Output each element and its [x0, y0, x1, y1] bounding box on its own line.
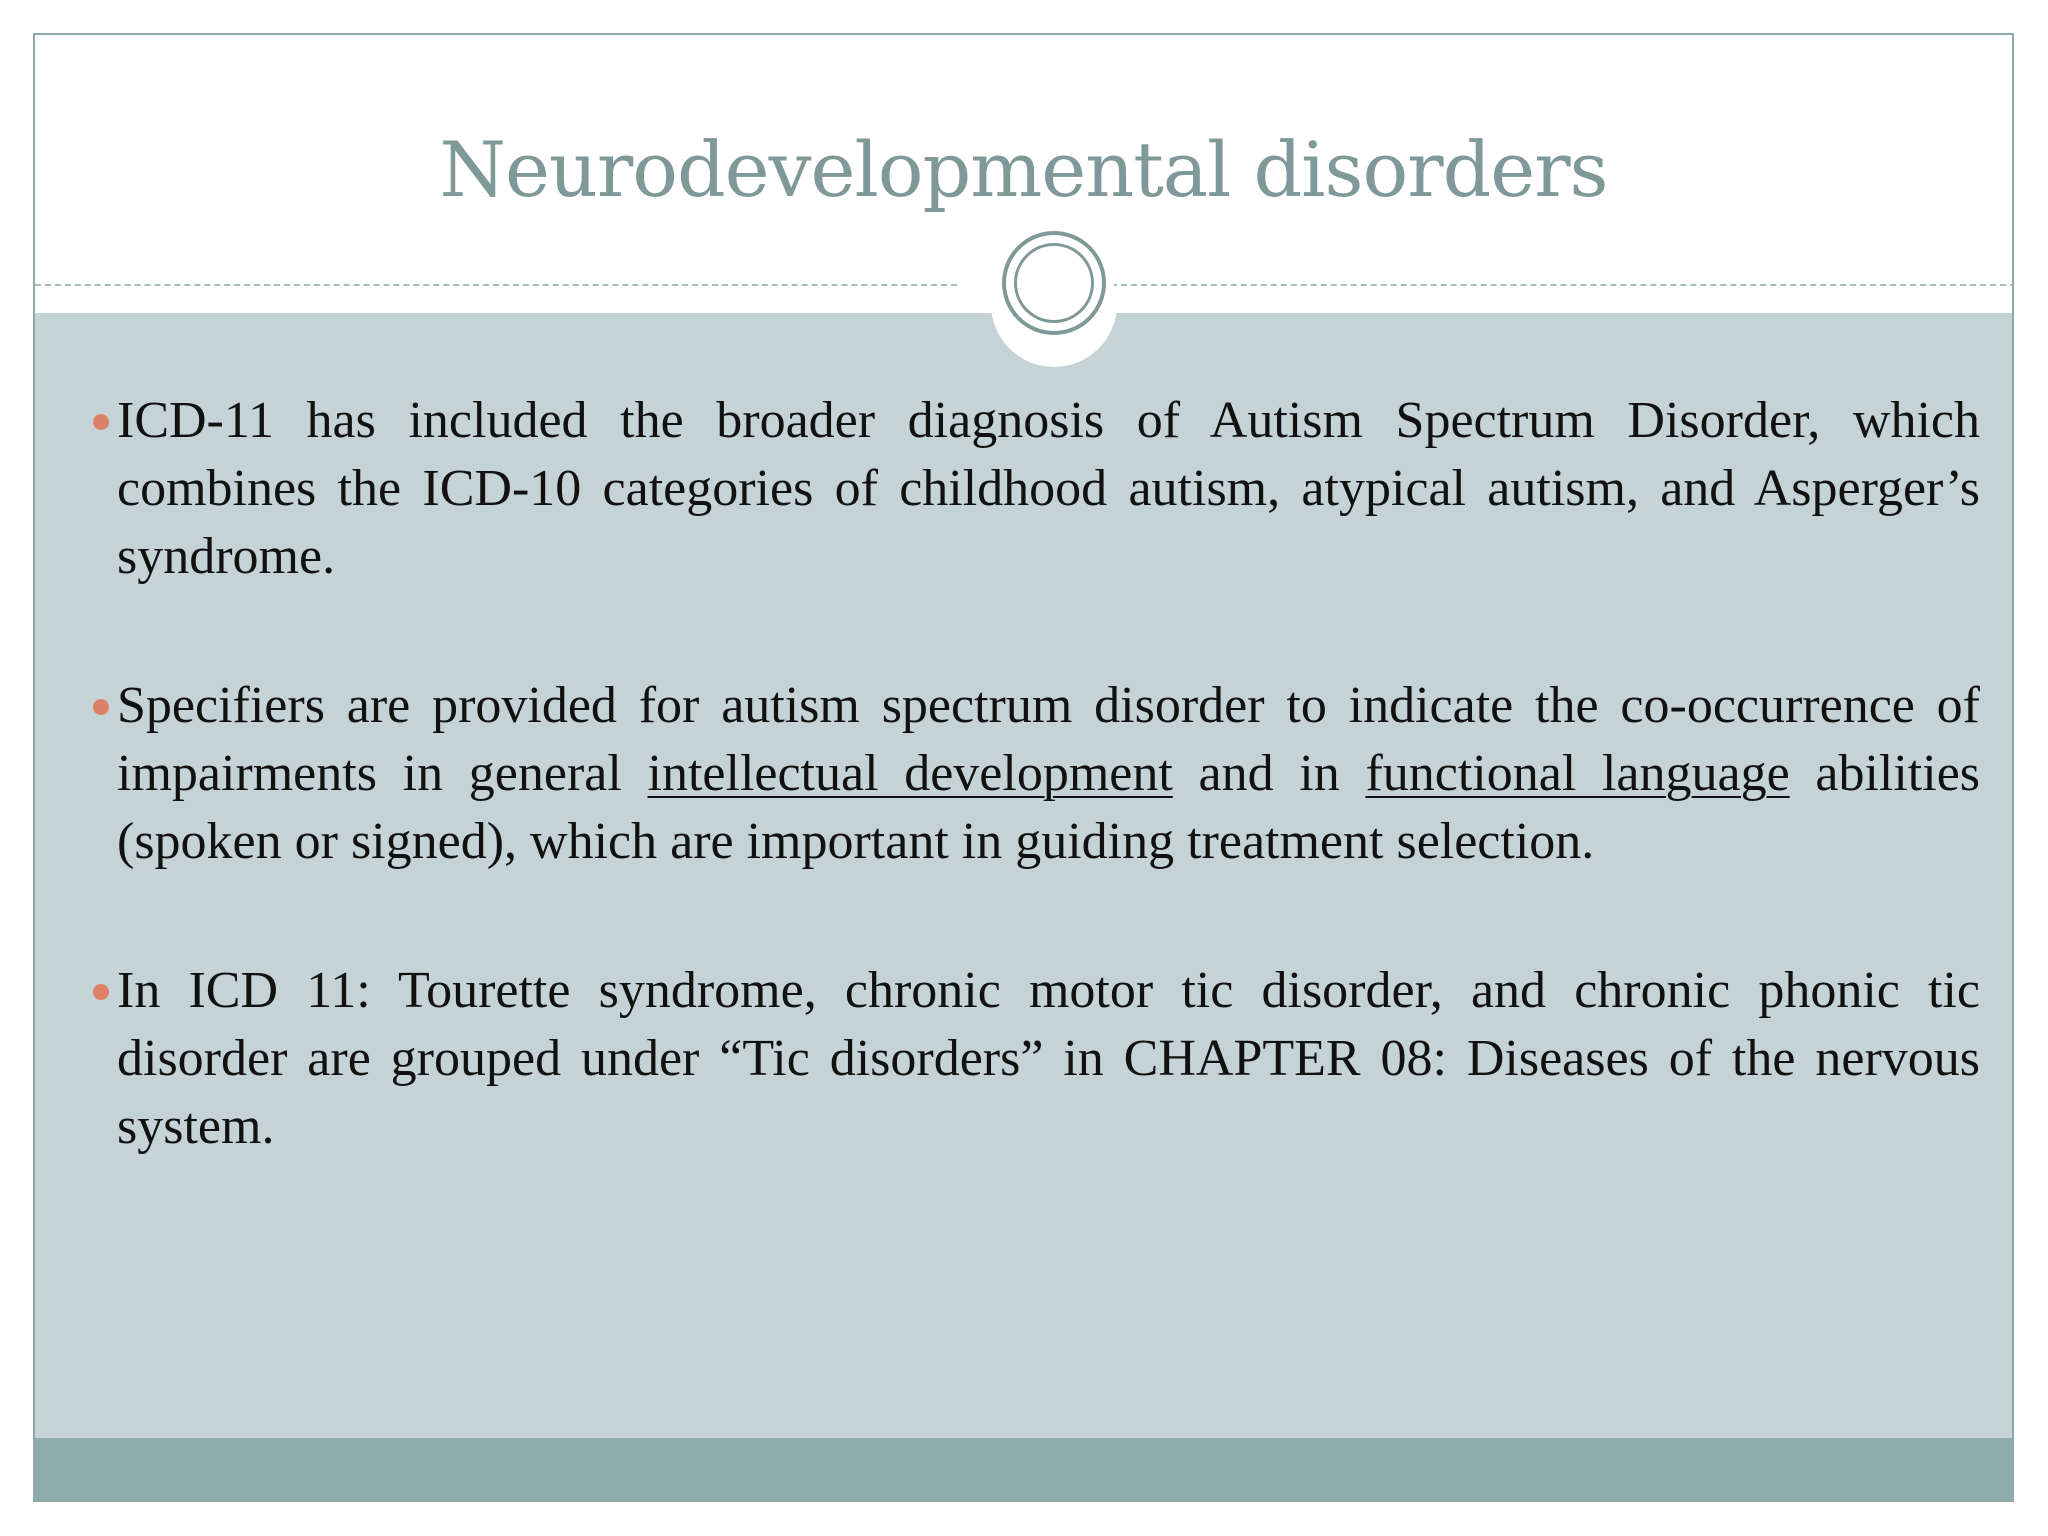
bullet-item [117, 387, 1980, 591]
divider-left [35, 284, 957, 286]
footer-bar [35, 1438, 2012, 1502]
bullet-dot-icon [93, 984, 109, 1000]
bullet-dot-icon [93, 699, 109, 715]
slide [33, 33, 2014, 1502]
intellectual-development-link[interactable]: intellectual development [647, 745, 1173, 802]
divider-right [1091, 284, 2014, 286]
bullet-item [117, 672, 1980, 876]
functional-language-link[interactable]: functional language [1365, 745, 1790, 802]
bullet-text: ICD-11 has included the broader diagnosis of Autism Spectrum Disorder, which combines the ICD-10 categories of childhood autism, atypical autism, and Asperger’s syndrome. [117, 392, 1980, 585]
bullet-item [117, 957, 1980, 1161]
bullet-list [117, 387, 1980, 1242]
circle-ornament-inner [1014, 243, 1094, 323]
bullet-text: In ICD 11: Tourette syndrome, chronic motor tic disorder, and chronic phonic tic disorder are grouped under “Tic disorders” in CHAPTER 08: Diseases of the nervous system. [117, 962, 1980, 1155]
bullet-text-segment: abilities (spoken or signed), which are important in guiding treatment selection. [117, 745, 1981, 870]
circle-ornament-icon [1002, 231, 1106, 335]
bullet-text-segment: Specifiers are provided for autism spectrum disorder to indicate the co-occurrence of impairments in general [117, 677, 1980, 802]
slide-title: Neurodevelopmental disorders [439, 125, 1608, 214]
bullet-text [117, 672, 1980, 876]
bullet-dot-icon [93, 414, 109, 430]
bullet-text-segment: and in [1172, 745, 1366, 802]
